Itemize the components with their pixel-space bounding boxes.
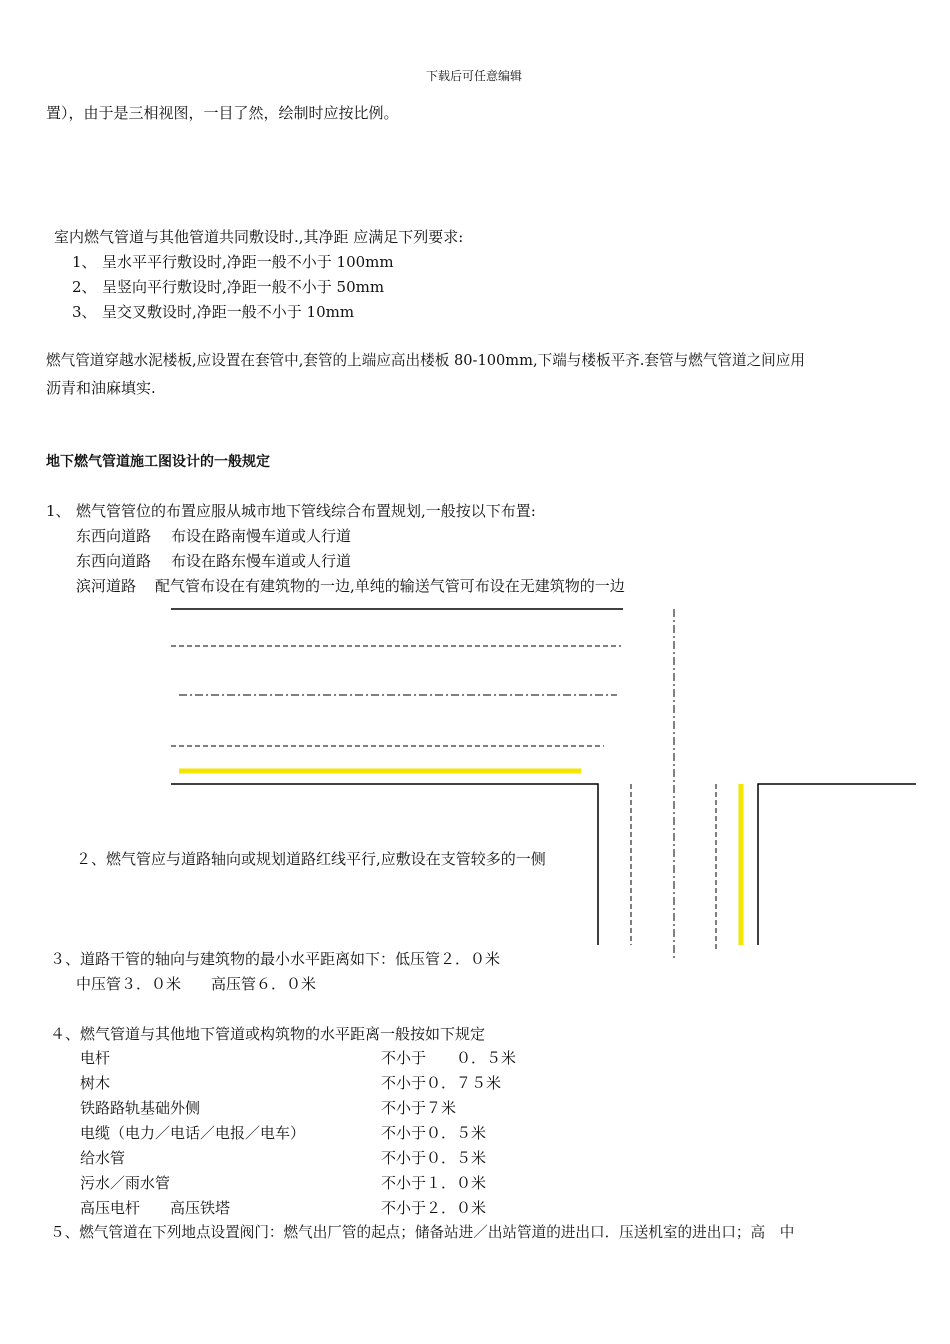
distance-item: 电缆（电力／电话／电报／电车）	[80, 1124, 306, 1142]
road-rule: 布设在路东慢车道或人行道	[171, 552, 352, 570]
rule3-line2: 中压管３．０米 高压管６．０米	[76, 975, 317, 993]
section-title: 地下燃气管道施工图设计的一般规定	[46, 454, 270, 470]
distance-item: 给水管	[80, 1149, 126, 1167]
rule3-line1: ３、道路干管的轴向与建筑物的最小水平距离如下：低压管２．０米	[50, 950, 501, 968]
rule1-text: 燃气管管位的布置应服从城市地下管线综合布置规划,一般按以下布置:	[76, 502, 536, 520]
intro-line: 置），由于是三相视图，一目了然，绘制时应按比例。	[46, 104, 399, 122]
clearance-item: 呈竖向平行敷设时,净距一般不小于 50mm	[102, 278, 385, 296]
clearance-item: 呈交叉敷设时,净距一般不小于 10mm	[102, 303, 355, 321]
rule2-text: ２、燃气管应与道路轴向或规划道路红线平行,应敷设在支管较多的一侧	[76, 850, 546, 868]
distance-value: 不小于０．７５米	[381, 1074, 502, 1092]
floor-paragraph-line2: 沥青和油麻填实.	[46, 379, 156, 397]
distance-value: 不小于 ０．５米	[381, 1049, 517, 1067]
road-name: 滨河道路	[76, 577, 137, 595]
road-rule: 配气管布设在有建筑物的一边,单纯的输送气管可布设在无建筑物的一边	[155, 577, 625, 595]
road-rule: 布设在路南慢车道或人行道	[171, 527, 352, 545]
distance-value: 不小于２．０米	[381, 1199, 487, 1217]
distance-item: 铁路路轨基础外侧	[80, 1099, 201, 1117]
distance-item: 电杆	[80, 1049, 111, 1067]
clearance-intro: 室内燃气管道与其他管道共同敷设时.,其净距 应满足下列要求:	[54, 228, 464, 246]
distance-value: 不小于１．０米	[381, 1174, 487, 1192]
rule4-title: ４、燃气管道与其他地下管道或构筑物的水平距离一般按如下规定	[50, 1025, 486, 1043]
distance-value: 不小于７米	[381, 1099, 457, 1117]
clearance-item: 呈水平平行敷设时,净距一般不小于 100mm	[102, 253, 394, 271]
rule5-text: ５、燃气管道在下列地点设置阀门：燃气出厂管的起点；储备站进／出站管道的进出口．压送机室的进出口；高 中	[50, 1224, 795, 1241]
clearance-item-num: 3、	[72, 303, 97, 321]
road-edge-corner-right	[758, 784, 916, 945]
distance-value: 不小于０．５米	[381, 1149, 487, 1167]
road-name: 东西向道路	[76, 527, 152, 545]
clearance-item-num: 1、	[72, 253, 97, 271]
distance-item: 高压电杆 高压铁塔	[80, 1199, 231, 1217]
page-header: 下载后可任意编辑	[426, 69, 523, 83]
road-name: 东西向道路	[76, 552, 152, 570]
distance-item: 树木	[80, 1074, 111, 1092]
rule1-num: 1、	[46, 502, 71, 520]
distance-item: 污水／雨水管	[80, 1174, 171, 1192]
clearance-item-num: 2、	[72, 278, 97, 296]
floor-paragraph-line1: 燃气管道穿越水泥楼板,应设置在套管中,套管的上端应高出楼板 80-100mm,下端与楼板平齐.套管与燃气管道之间应用	[46, 352, 805, 369]
distance-value: 不小于０．５米	[381, 1124, 487, 1142]
